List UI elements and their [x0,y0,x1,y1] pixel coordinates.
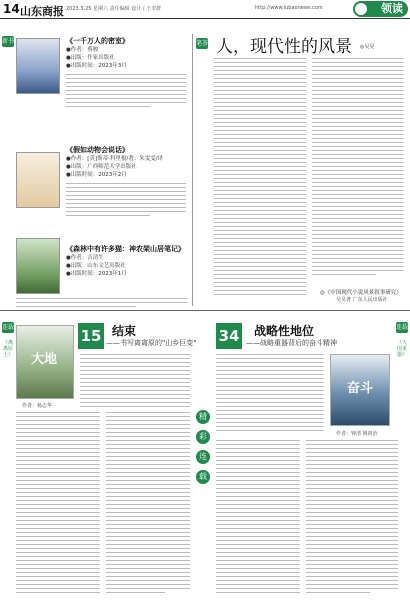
serial-right-cover [330,354,390,426]
book-author-3: ●作者：吉清生 [66,255,104,261]
book-cover-2 [16,152,60,208]
book-title-1: 《一千万人的密室》 [66,37,129,45]
center-label-1: 精 [196,410,210,424]
book-author-1: ●作者：蔡骏 [66,47,99,53]
essay-source-detail: 吴昊著 广东人民出版社 [336,297,388,303]
book-date-1: ●出版时间：2023年3月 [66,63,127,69]
book-title-3: 《森林中有许多猫：神农架山居笔记》 [66,245,185,253]
book-review-text-3 [16,298,188,310]
serial-tag-right-label: 连载 [396,324,409,331]
center-label-2: 彩 [196,430,210,444]
serial-left-text-top [80,354,190,412]
essay-tag-label: 笔荟 [196,40,209,47]
book-cover-3 [16,238,60,294]
new-books-tag-label: 新书 [2,38,15,45]
book-title-2: 《假如动物会说话》 [66,146,129,154]
header-rule [0,18,410,19]
serial-left-title: 结束 [112,324,137,338]
essay-title: 人，现代性的风景 [216,37,352,57]
serial-left-number: 15 [78,323,104,349]
book-review-text-1 [66,74,186,114]
center-label-4: 载 [196,470,210,484]
newspaper-section-name: 山东商报 [20,5,64,18]
serial-tag-left [2,322,14,333]
serial-right-book-name: 《大国重器》 [396,340,407,358]
serial-tag-right [396,322,408,333]
book-date-3: ●出版时间：2023年1月 [66,271,127,277]
serial-left-cover [16,325,74,399]
serial-left-text-col2 [106,412,190,598]
book-cover-1 [16,38,60,94]
serial-right-title: 战略性地位 [254,324,315,338]
website-url: http://www.lubaonews.com [255,5,323,11]
page-number: 14 [3,2,20,16]
new-books-tag [2,36,14,47]
book-author-2: ●作者：[英]斯蒂·科里根/著；朱雯雯/译 [66,156,164,162]
section-separator [0,310,410,311]
book-date-2: ●出版时间：2023年2月 [66,172,127,178]
serial-right-caption: 作者：钟清 姚祖治 [336,431,378,437]
serial-right-number: 34 [216,323,242,349]
serial-right-text-col2 [306,440,398,598]
serial-tag-left-label: 连载 [2,324,15,331]
logo-emblem-icon [355,3,367,15]
serial-right-text-top [216,354,324,434]
book-publisher-3: ●出版：山东文艺出版社 [66,263,126,269]
serial-left-subtitle: ——书写离离原的"山乡巨变" [106,339,197,347]
serial-right-subtitle: ——战略重器背后的奋斗精神 [246,339,337,347]
book-publisher-2: ●出版：广西师范大学出版社 [66,164,137,170]
essay-tag [196,38,208,49]
column-divider [192,34,193,306]
serial-left-caption: 作者：杨志华 [22,403,53,409]
serial-left-book-name: 《离离原上》 [2,340,13,358]
column-logo-label: 领读 [381,2,403,15]
essay-body-column-2 [312,58,404,278]
essay-body-column-1 [214,58,306,300]
book-publisher-1: ●出版：作家出版社 [66,55,115,61]
book-review-text-2 [66,183,186,223]
essay-source: ◎《中国现代小说风景叙事研究》 [320,290,402,296]
center-label-3: 连 [196,450,210,464]
serial-left-cover-title: 大地 [31,352,58,367]
issue-date: 2023.3.25 星期六 责任编辑 设计 / 王李群 [66,6,162,12]
essay-author: ◎吴昊 [360,44,375,50]
serial-left-text-col1 [16,412,100,598]
serial-right-cover-title: 奋斗 [347,381,374,396]
serial-right-text-col1 [216,440,300,598]
